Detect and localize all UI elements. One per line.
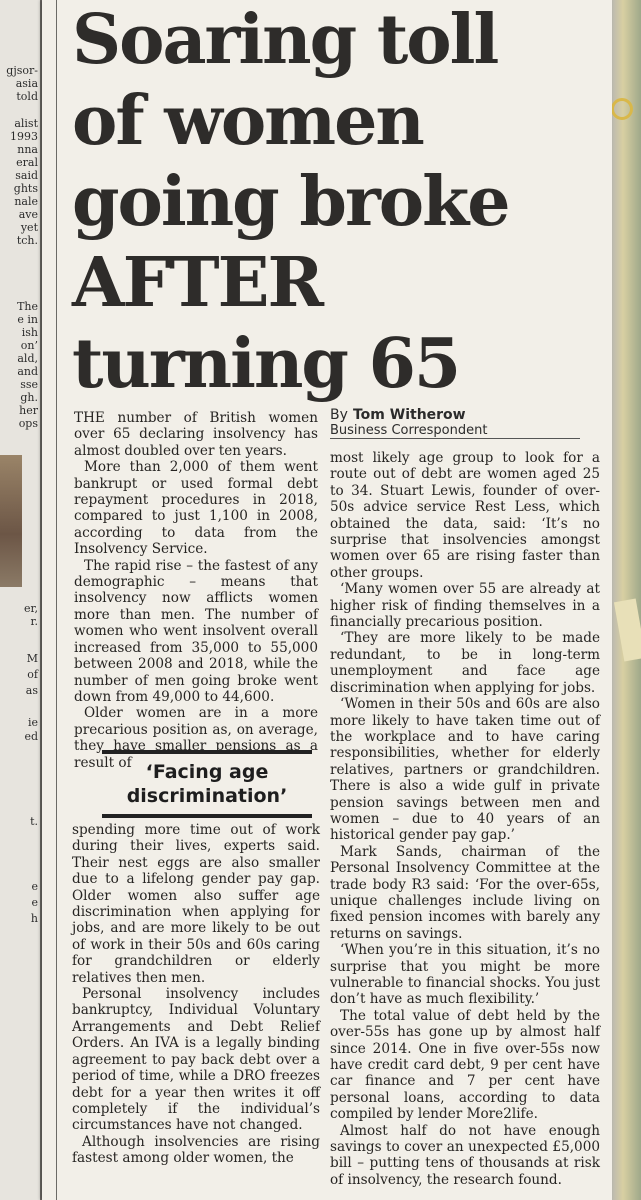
headline-line: going broke [72, 162, 509, 242]
adjacent-text: nna [17, 143, 38, 156]
adjacent-text: of [27, 668, 38, 681]
paragraph: ‘They are more likely to be made redundant, to be in long-term unemployment and face age discrimination when applying for jobs. [330, 630, 600, 696]
adjacent-text: The [17, 300, 38, 313]
adjacent-text: told [16, 90, 38, 103]
adjacent-text: e in [17, 313, 38, 326]
column-rule [56, 0, 57, 1200]
paragraph: spending more time out of work during their lives, experts said. Their nest eggs are also smaller due to a lifelong gender pay gap. Older women also suffer age discrimination when applying for jobs, and are more likely to be out of work in their 50s and 60s caring for grandchildren or elderly relatives then men. [72, 822, 320, 986]
adjacent-text: ed [24, 730, 38, 743]
adjacent-text: as [25, 684, 38, 697]
adjacent-text: yet [20, 221, 38, 234]
article-column-left-continued [72, 822, 320, 1167]
adjacent-text: e [31, 896, 38, 909]
adjacent-text: M [26, 652, 38, 665]
pull-quote: ‘Facing age discrimination’ [102, 750, 312, 818]
adjacent-text: ie [27, 716, 38, 729]
byline-author: Tom Witherow [352, 407, 466, 423]
adjacent-text: 1993 [10, 130, 38, 143]
paragraph: ‘When you’re in this situation, it’s no surprise that you might be more vulnerable to financial shocks. You just don’t have as much flexibility.’ [330, 942, 600, 1008]
headline-line: Soaring toll [72, 0, 498, 80]
adjacent-text: asia [15, 77, 38, 90]
background-magazine-edge [611, 0, 641, 1200]
article-column-right [330, 450, 600, 1188]
adjacent-text: h [30, 912, 38, 925]
adjacent-text: gjsor- [6, 64, 38, 77]
adjacent-text: tch. [16, 234, 38, 247]
paragraph: Almost half do not have enough savings to cover an unexpected £5,000 bill – putting tens of thousands at risk of insolvency, the research found. [330, 1122, 600, 1188]
adjacent-text: ish [21, 326, 38, 339]
headline-line: turning 65 [72, 324, 460, 404]
newspaper-clipping [42, 0, 612, 1200]
adjacent-text: said [15, 169, 38, 182]
byline-role: Business Correspondent [330, 423, 488, 438]
adjacent-text: eral [16, 156, 38, 169]
headline-line: AFTER [72, 243, 322, 323]
adjacent-text: nale [14, 195, 38, 208]
paragraph: Mark Sands, chairman of the Personal Insolvency Committee at the trade body R3 said: ‘For the over-65s, unique challenges include living on fixed pension incomes with barely any returns on savings. [330, 843, 600, 942]
adjacent-page-strip [0, 0, 42, 1200]
paragraph: Although insolvencies are rising fastest among older women, the [72, 1133, 320, 1167]
adjacent-text: t. [30, 815, 38, 828]
decorative-ring-icon [611, 98, 633, 120]
adjacent-text: and [17, 365, 38, 378]
adjacent-text: ave [18, 208, 38, 221]
paragraph: The rapid rise – the fastest of any demographic – means that insolvency now afflicts women more than men. The number of women who went insolvent overall increased from 35,000 to 55,000 between 2008 and 2018, while the number of men going broke went down from 49,000 to 44,600. [74, 557, 318, 705]
paragraph: ‘Many women over 55 are already at higher risk of finding themselves in a financially precarious position. [330, 581, 600, 631]
adjacent-text: alist [14, 117, 38, 130]
adjacent-photo [0, 455, 22, 587]
adjacent-text: ald, [17, 352, 38, 365]
adjacent-text: sse [20, 378, 38, 391]
article-column-left [74, 410, 318, 771]
byline [330, 404, 580, 439]
headline [72, 0, 612, 405]
adjacent-text: e [31, 880, 38, 893]
headline-line: of women [72, 81, 423, 161]
paragraph: More than 2,000 of them went bankrupt or used formal debt repayment procedures in 2018, compared to just 1,100 in 2008, according to data from the Insolvency Service. [74, 459, 318, 558]
paragraph: ‘Women in their 50s and 60s are also more likely to have taken time out of the workplace and to have caring responsibilities, whether for elderly relatives, partners or grandchildren. There is also a wide gulf in private pension savings between men and women – due to 40 years of an historical gender pay gap.’ [330, 696, 600, 844]
paragraph: The total value of debt held by the over-55s has gone up by almost half since 2014. One in five over-55s now have credit card debt, 9 per cent have car finance and 7 per cent have personal loans, according to data compiled by lender More2life. [330, 1007, 600, 1123]
adjacent-text: ghts [13, 182, 38, 195]
adjacent-text: her [19, 404, 38, 417]
paragraph: Personal insolvency includes bankruptcy, Individual Voluntary Arrangements and Debt Relief Orders. An IVA is a legally binding agreement to pay back debt over a period of time, while a DRO freezes debt for a year then writes it off completely if the individual’s circumstances have not changed. [72, 986, 320, 1134]
decorative-tag [614, 599, 641, 662]
adjacent-text: gh. [20, 391, 38, 404]
adjacent-text: ops [18, 417, 38, 430]
paragraph: Older women are in a more precarious position as, on average, they have smaller pensions as a result of [74, 705, 318, 771]
paragraph: THE number of British women over 65 declaring insolvency has almost doubled over ten years. [74, 410, 318, 459]
byline-by: By [330, 407, 348, 423]
adjacent-text: er, [23, 602, 38, 615]
paragraph: most likely age group to look for a route out of debt are women aged 25 to 34. Stuart Lewis, founder of over-50s advice service Rest Less, which obtained the data, said: ‘It’s no surprise that insolvencies amongst women over 65 are rising faster than other groups. [330, 450, 600, 581]
adjacent-text: r. [30, 615, 38, 628]
adjacent-text: on’ [20, 339, 38, 352]
